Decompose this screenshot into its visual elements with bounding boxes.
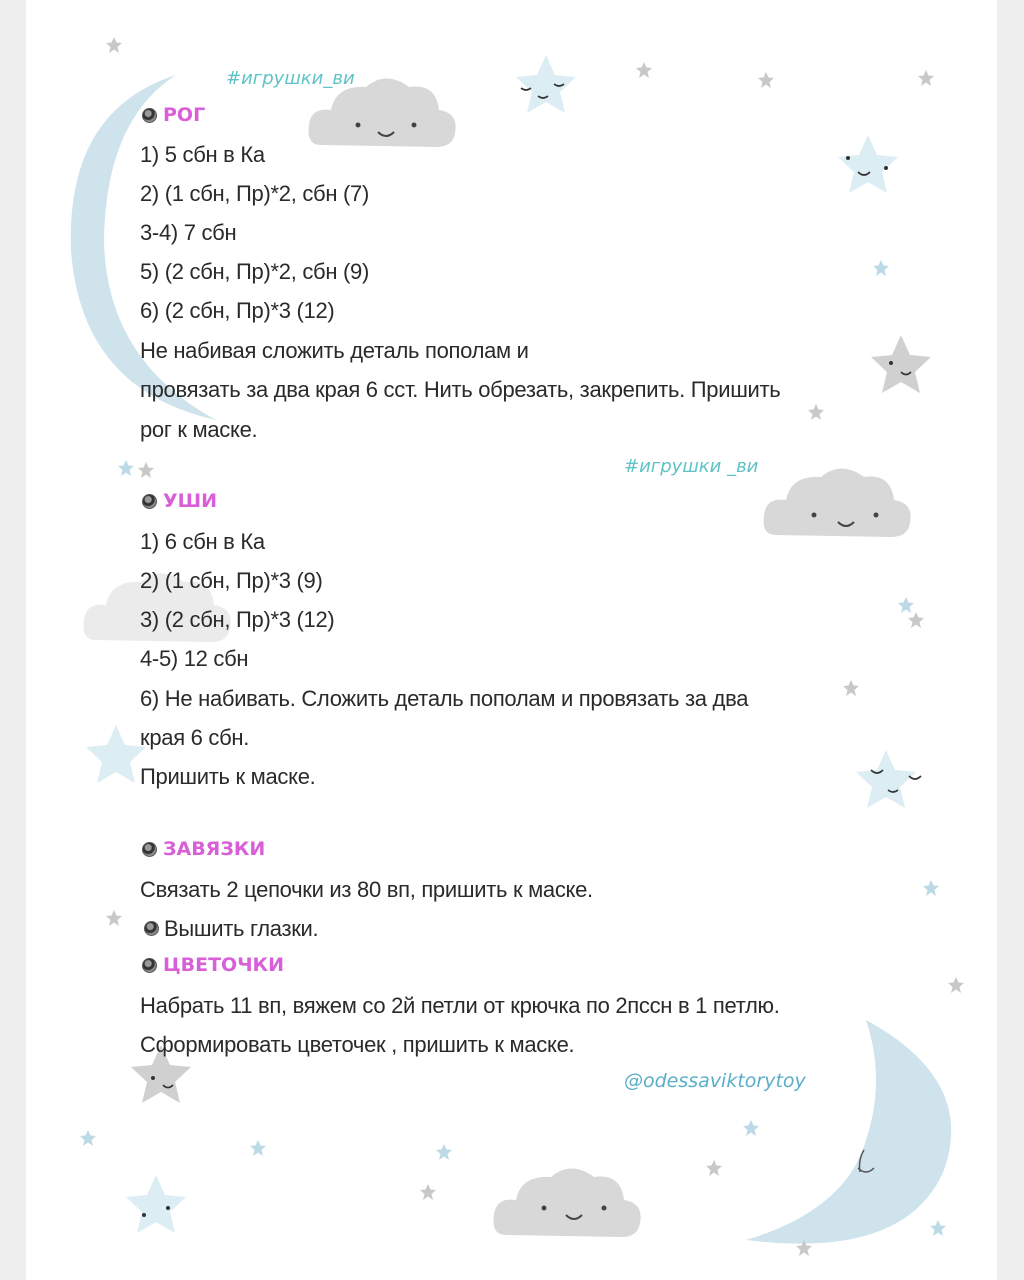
section-title: ЗАВЯЗКИ	[163, 838, 266, 860]
ears-row: края 6 сбн.	[140, 725, 250, 750]
section-heading-flowers	[142, 954, 284, 976]
section-title: РОГ	[163, 104, 206, 126]
ears-row: 6) Не набивать. Сложить деталь пополам и провязать за два	[140, 686, 749, 711]
ears-row: 2) (1 сбн, Пр)*3 (9)	[140, 568, 323, 593]
ties-instruction: Связать 2 цепочки из 80 вп, пришить к маске.	[140, 877, 593, 902]
horn-instruction: рог к маске.	[140, 417, 258, 442]
moon-top-left	[71, 75, 216, 420]
horn-row: 1) 5 сбн в Ка	[140, 142, 265, 167]
radio-bullet-icon	[142, 842, 157, 857]
hashtag-top: #игрушки_ви	[226, 68, 355, 89]
eyes-instruction: Вышить глазки.	[164, 916, 319, 941]
section-title: УШИ	[163, 490, 218, 512]
section-heading-ties	[142, 838, 265, 860]
star-icon	[856, 750, 916, 808]
flowers-instruction: Набрать 11 вп, вяжем со 2й петли от крючка по 2пссн в 1 петлю.	[140, 993, 780, 1018]
pattern-page	[26, 0, 997, 1280]
star-icon	[86, 725, 146, 783]
ears-row: 4-5) 12 сбн	[140, 646, 249, 671]
horn-instruction: провязать за два края 6 сст. Нить обрезать, закрепить. Пришить	[140, 377, 781, 402]
radio-bullet-icon	[144, 921, 159, 936]
moon-bottom-right	[746, 1020, 951, 1244]
horn-instruction: Не набивая сложить деталь пополам и	[140, 338, 529, 363]
section-heading-ears	[142, 490, 217, 512]
ears-row: 3) (2 сбн, Пр)*3 (12)	[140, 607, 335, 632]
section-title: ЦВЕТОЧКИ	[163, 954, 284, 976]
radio-bullet-icon	[142, 958, 157, 973]
radio-bullet-icon	[142, 494, 157, 509]
ears-row: 1) 6 сбн в Ка	[140, 529, 265, 554]
author-handle: @odessaviktorytoy	[624, 1070, 806, 1092]
star-icon	[516, 55, 576, 113]
horn-row: 2) (1 сбн, Пр)*2, сбн (7)	[140, 181, 369, 206]
star-icon	[871, 335, 931, 393]
horn-row: 5) (2 сбн, Пр)*2, сбн (9)	[140, 259, 369, 284]
radio-bullet-icon	[142, 108, 157, 123]
section-heading-horn	[142, 104, 205, 126]
flowers-instruction: Сформировать цветочек , пришить к маске.	[140, 1032, 575, 1057]
horn-row: 6) (2 сбн, Пр)*3 (12)	[140, 298, 335, 323]
star-icon	[126, 1175, 186, 1233]
hashtag-middle: #игрушки _ви	[624, 456, 759, 477]
star-icon	[838, 135, 898, 193]
cloud-icon	[764, 469, 911, 538]
cloud-icon	[494, 1169, 641, 1238]
ears-row: Пришить к маске.	[140, 764, 316, 789]
horn-row: 3-4) 7 сбн	[140, 220, 237, 245]
